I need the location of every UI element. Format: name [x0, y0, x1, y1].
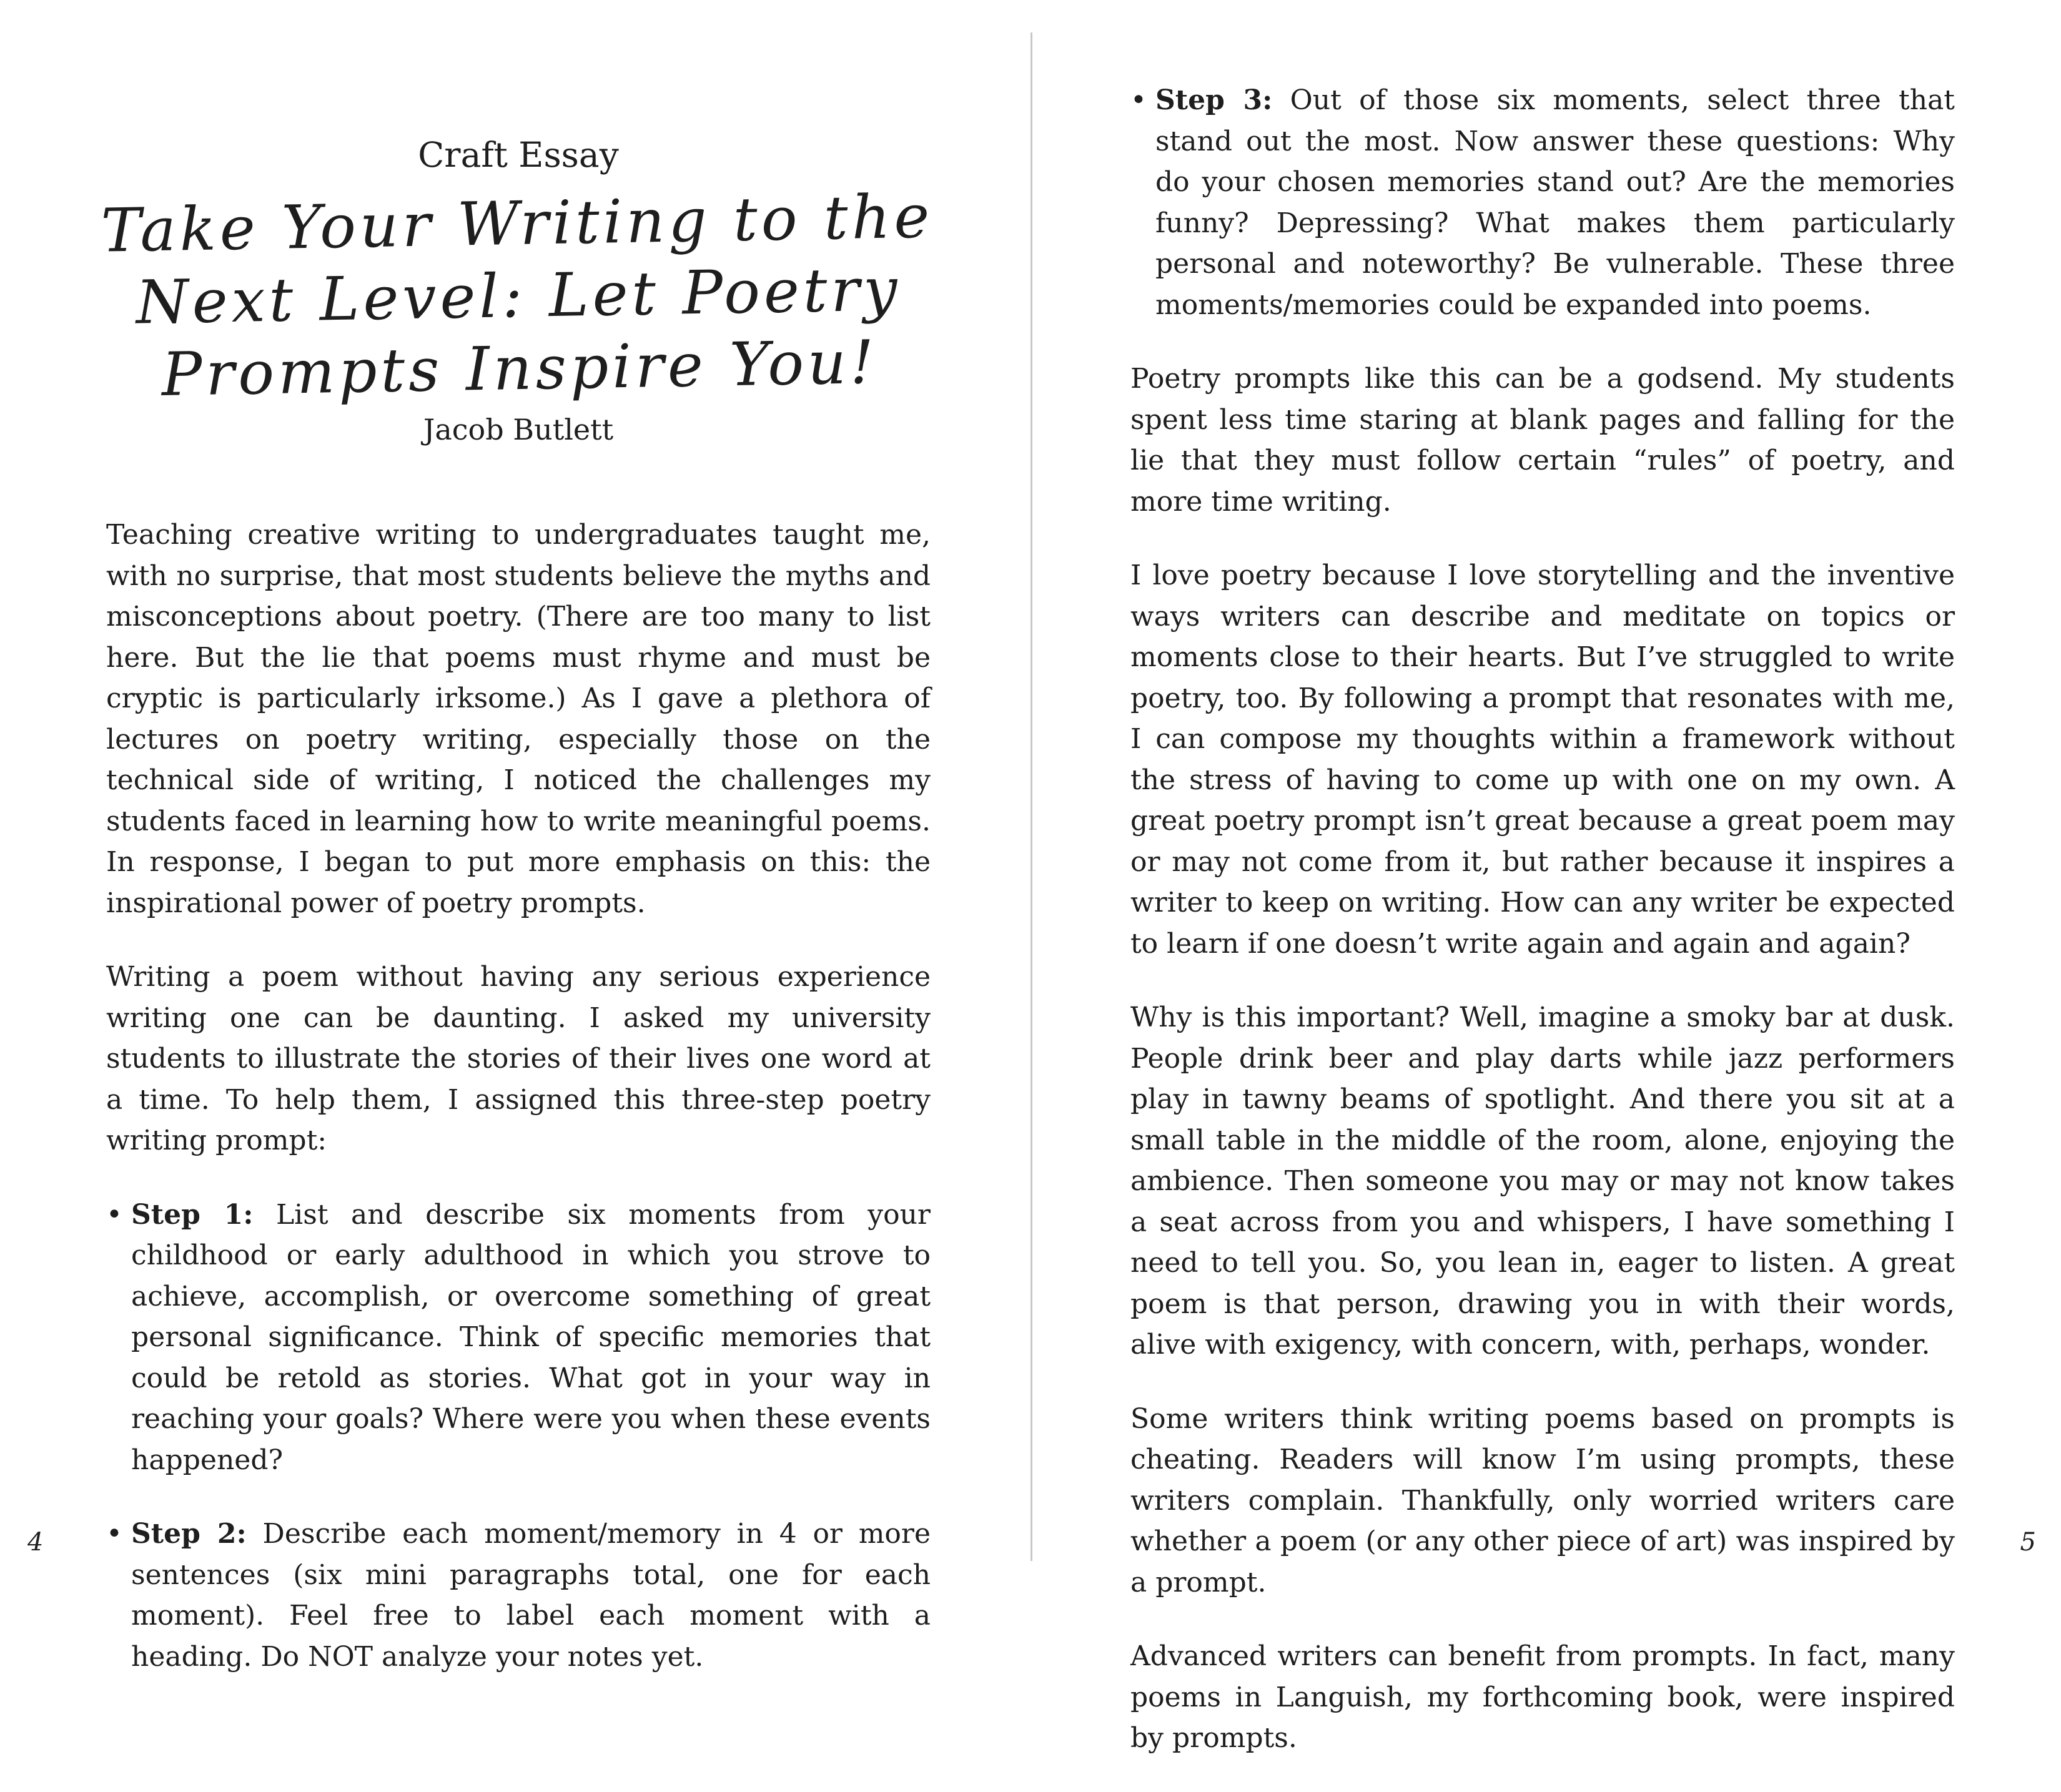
page-number: 4 [27, 1528, 44, 1557]
step-text: Describe each moment/memory in 4 or more sentences (six mini paragraphs total, one for each moment). Feel free to label each moment with a heading. Do NOT analyze your notes yet. [131, 1518, 931, 1673]
page-number: 5 [2020, 1528, 2036, 1557]
section-label: Craft Essay [418, 135, 619, 175]
paragraph: Some writers think writing poems based on prompts is cheating. Readers will know I’m using prompts, these writers complain. Thankfully, only worried writers care whether a poem (or any other piece of art) was inspired by a prompt. [1130, 1402, 1955, 1598]
step-text: List and describe six moments from your childhood or early adulthood in which you strove to achieve, accomplish, or overcome something of great personal significance. Think of specific memories that could be retold as stories. What got in your way in reaching your goals? Where were you when these events happened? [131, 1198, 931, 1476]
bullet-icon: • [106, 1198, 122, 1231]
author-name: Jacob Butlett [423, 413, 614, 446]
left-text-column [106, 514, 931, 1710]
step-item [106, 1514, 931, 1677]
step-list [1130, 80, 1955, 325]
bullet-icon: • [106, 1518, 122, 1550]
paragraph: Why is this important? Well, imagine a smoky bar at dusk. People drink beer and play darts while jazz performers play in tawny beams of spotlight. And there you sit at a small table in the middle of the room, alone, enjoying the ambience. Then someone you may or may not know takes a seat across from you and whispers, I have something I need to tell you. So, you lean in, eager to listen. A great poem is that person, drawing you in with their words, alive with exigency, with concern, with, perhaps, wonder. [1130, 1002, 1955, 1361]
step-label: Step 3: [1155, 84, 1273, 116]
step-label: Step 2: [131, 1518, 247, 1550]
paragraph: Writing a poem without having any serious experience writing one can be daunting. I asked my university students to illustrate the stories of their lives one word at a time. To help them, I assigned this three-step poetry writing prompt: [106, 961, 931, 1156]
essay-title: Take Your Writing to the Next Level: Let Poetry Prompts Inspire You! [100, 181, 934, 410]
step-label: Step 1: [131, 1198, 254, 1231]
bullet-icon: • [1130, 84, 1147, 116]
step-item [106, 1194, 931, 1481]
right-page [1030, 0, 2061, 1754]
paragraph: Poetry prompts like this can be a godsend. My students spent less time staring at blank pages and falling for the lie that they must follow certain “rules” of poetry, and more time writing. [1130, 363, 1955, 518]
left-page [0, 0, 1030, 1673]
step-text: Out of those six moments, select three that stand out the most. Now answer these questions: Why do your chosen memories stand out? Are the memories funny? Depressing? What makes them particularly personal and noteworthy? Be vulnerable. These three moments/memories could be expanded into poems. [1155, 84, 1955, 321]
paragraph: I love poetry because I love storytelling and the inventive ways writers can describe and meditate on topics or moments close to their hearts. But I’ve struggled to write poetry, too. By following a prompt that resonates with me, I can compose my thoughts within a framework without the stress of having to come up with one on my own. A great poetry prompt isn’t great because a great poem may or may not come from it, but rather because it inspires a writer to keep on writing. How can any writer be expected to learn if one doesn’t write again and again and again? [1130, 559, 1955, 960]
right-text-column [1130, 80, 1955, 1792]
paragraph: Teaching creative writing to undergraduates taught me, with no surprise, that most students believe the myths and misconceptions about poetry. (There are too many to list here. But the lie that poems must rhyme and must be cryptic is particularly irksome.) As I gave a plethora of lectures on poetry writing, especially those on the technical side of writing, I noticed the challenges my students faced in learning how to write meaningful poems. In response, I began to put more emphasis on this: the inspirational power of poetry prompts. [106, 519, 931, 919]
paragraph: Advanced writers can benefit from prompts. In fact, many poems in Languish, my forthcoming book, were inspired by prompts. [1130, 1640, 1955, 1754]
step-list [106, 1194, 931, 1678]
step-item [1130, 80, 1955, 325]
